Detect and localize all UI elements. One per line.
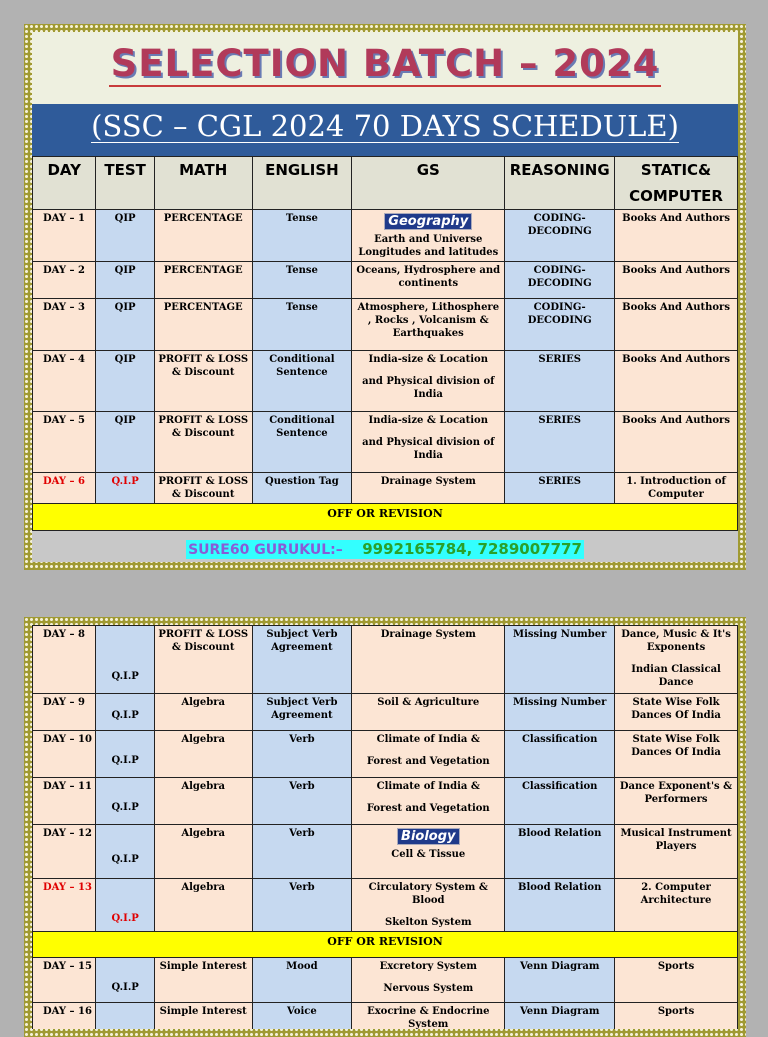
- reasoning-cell: Blood Relation: [505, 879, 615, 932]
- gs-cell: [352, 778, 505, 825]
- gs-cell: [352, 731, 505, 778]
- test-cell: QIP: [96, 299, 154, 351]
- english-cell: Verb: [252, 825, 352, 879]
- header-test: TEST: [96, 157, 154, 210]
- math-cell: Simple Interest: [154, 1003, 252, 1030]
- off-revision-row: [33, 932, 738, 958]
- table-row: [33, 473, 738, 504]
- header-math: MATH: [154, 157, 252, 210]
- reasoning-cell: Venn Diagram: [505, 958, 615, 1003]
- day-cell: DAY – 9: [33, 694, 96, 731]
- table-row: [33, 299, 738, 351]
- reasoning-cell: Venn Diagram: [505, 1003, 615, 1030]
- static-cell: State Wise Folk Dances Of India: [615, 731, 738, 778]
- page-subtitle: (SSC – CGL 2024 70 DAYS SCHEDULE): [91, 108, 679, 143]
- english-cell: Subject Verb Agreement: [252, 626, 352, 694]
- static-cell: Books And Authors: [615, 351, 738, 412]
- header-reasoning: REASONING: [505, 157, 615, 210]
- math-cell: Algebra: [154, 731, 252, 778]
- math-cell: PROFIT & LOSS & Discount: [154, 473, 252, 504]
- day-cell: DAY – 15: [33, 958, 96, 1003]
- static-cell: Sports: [615, 1003, 738, 1030]
- title-band: [32, 32, 738, 104]
- test-cell: Q.I.P: [96, 694, 154, 731]
- reasoning-cell: SERIES: [505, 351, 615, 412]
- english-cell: Verb: [252, 879, 352, 932]
- test-cell: Q.I.P: [96, 778, 154, 825]
- table-row: [33, 694, 738, 731]
- schedule-page-1: [24, 24, 746, 570]
- math-cell: PROFIT & LOSS & Discount: [154, 412, 252, 473]
- math-cell: PERCENTAGE: [154, 299, 252, 351]
- gs-cell: Atmosphere, Lithosphere , Rocks , Volcanism & Earthquakes: [352, 299, 505, 351]
- math-cell: Algebra: [154, 694, 252, 731]
- gs-text: Climate of India &: [376, 734, 480, 745]
- static-cell: State Wise Folk Dances Of India: [615, 694, 738, 731]
- static-text: Indian Classical Dance: [631, 664, 721, 688]
- gs-cell: Drainage System: [352, 626, 505, 694]
- reasoning-cell: CODING-DECODING: [505, 262, 615, 299]
- day-cell: DAY – 10: [33, 731, 96, 778]
- gs-cell: [352, 879, 505, 932]
- gs-cell: Exocrine & Endocrine System: [352, 1003, 505, 1030]
- english-cell: Tense: [252, 210, 352, 262]
- static-cell: Dance Exponent's & Performers: [615, 778, 738, 825]
- math-cell: PROFIT & LOSS & Discount: [154, 351, 252, 412]
- phone-numbers: 9992165784, 7289007777: [362, 539, 582, 558]
- reasoning-cell: Classification: [505, 731, 615, 778]
- day-cell: DAY – 6: [33, 473, 96, 504]
- english-cell: Conditional Sentence: [252, 412, 352, 473]
- static-cell: 1. Introduction of Computer: [615, 473, 738, 504]
- math-cell: Algebra: [154, 879, 252, 932]
- table-row: [33, 412, 738, 473]
- gs-text: Cell & Tissue: [391, 849, 466, 860]
- gs-text: and Physical division of India: [362, 437, 495, 461]
- math-cell: PROFIT & LOSS & Discount: [154, 626, 252, 694]
- day-cell: DAY – 3: [33, 299, 96, 351]
- english-cell: Conditional Sentence: [252, 351, 352, 412]
- english-cell: Question Tag: [252, 473, 352, 504]
- institute-name: SURE60 GURUKUL:–: [188, 541, 343, 558]
- gs-text: Nervous System: [383, 983, 474, 994]
- english-cell: Mood: [252, 958, 352, 1003]
- test-cell: QIP: [96, 210, 154, 262]
- off-revision-row: [33, 504, 738, 531]
- static-cell: [615, 626, 738, 694]
- table-row: [33, 1003, 738, 1030]
- math-cell: PERCENTAGE: [154, 262, 252, 299]
- test-cell: Q.I.P: [96, 626, 154, 694]
- english-cell: Verb: [252, 731, 352, 778]
- test-cell: Q.I.P: [96, 879, 154, 932]
- test-cell: QIP: [96, 412, 154, 473]
- static-text: Dance, Music & It's Exponents: [621, 629, 731, 653]
- gs-text: Excretory System: [379, 961, 477, 972]
- table-row: [33, 825, 738, 879]
- static-cell: Books And Authors: [615, 412, 738, 473]
- test-cell: Q.I.P: [96, 731, 154, 778]
- day-cell: DAY – 13: [33, 879, 96, 932]
- english-cell: Tense: [252, 262, 352, 299]
- day-cell: DAY – 11: [33, 778, 96, 825]
- math-cell: PERCENTAGE: [154, 210, 252, 262]
- day-cell: DAY – 2: [33, 262, 96, 299]
- static-cell: Books And Authors: [615, 262, 738, 299]
- table-row: [33, 626, 738, 694]
- gs-cell: [352, 825, 505, 879]
- day-cell: DAY – 5: [33, 412, 96, 473]
- day-cell: DAY – 4: [33, 351, 96, 412]
- gs-text: India-size & Location: [368, 415, 488, 426]
- reasoning-cell: CODING-DECODING: [505, 210, 615, 262]
- english-cell: Subject Verb Agreement: [252, 694, 352, 731]
- test-cell: [96, 1003, 154, 1030]
- gs-text: Climate of India &: [376, 781, 480, 792]
- schedule-table-2: [32, 625, 738, 1029]
- gs-text: Forest and Vegetation: [366, 756, 490, 767]
- reasoning-cell: Blood Relation: [505, 825, 615, 879]
- static-cell: Musical Instrument Players: [615, 825, 738, 879]
- gs-text: Skelton System: [384, 917, 472, 928]
- day-cell: DAY – 12: [33, 825, 96, 879]
- header-day: DAY: [33, 157, 96, 210]
- english-cell: Verb: [252, 778, 352, 825]
- header-static: STATIC& COMPUTER: [615, 157, 738, 210]
- reasoning-cell: SERIES: [505, 473, 615, 504]
- day-cell: DAY – 8: [33, 626, 96, 694]
- static-cell: Sports: [615, 958, 738, 1003]
- reasoning-cell: Missing Number: [505, 626, 615, 694]
- gs-text: India-size & Location: [368, 354, 488, 365]
- biology-topic-label: Biology: [397, 828, 459, 845]
- gs-cell: [352, 412, 505, 473]
- page-title: SELECTION BATCH – 2024: [110, 42, 660, 85]
- math-cell: Algebra: [154, 778, 252, 825]
- static-cell: Books And Authors: [615, 210, 738, 262]
- gs-cell: [352, 958, 505, 1003]
- header-row: [33, 157, 738, 210]
- gs-text: Earth and Universe Longitudes and latitudes: [358, 234, 499, 258]
- reasoning-cell: Classification: [505, 778, 615, 825]
- table-row: [33, 262, 738, 299]
- reasoning-cell: Missing Number: [505, 694, 615, 731]
- off-revision-label: OFF OR REVISION: [33, 504, 738, 531]
- gs-cell: Oceans, Hydrosphere and continents: [352, 262, 505, 299]
- gs-cell: Soil & Agriculture: [352, 694, 505, 731]
- contact-footer: [32, 531, 738, 562]
- test-cell: QIP: [96, 351, 154, 412]
- gs-text: Forest and Vegetation: [366, 803, 490, 814]
- schedule-table-1: [32, 156, 738, 531]
- reasoning-cell: SERIES: [505, 412, 615, 473]
- static-cell: Books And Authors: [615, 299, 738, 351]
- test-cell: Q.I.P: [96, 958, 154, 1003]
- english-cell: Voice: [252, 1003, 352, 1030]
- day-cell: DAY – 16: [33, 1003, 96, 1030]
- gs-text: Circulatory System & Blood: [368, 882, 488, 906]
- test-cell: Q.I.P: [96, 825, 154, 879]
- table-row: [33, 879, 738, 932]
- test-cell: Q.I.P: [96, 473, 154, 504]
- subtitle-band: [32, 104, 738, 156]
- schedule-page-2: [24, 617, 746, 1037]
- gs-cell: [352, 351, 505, 412]
- table-row: [33, 210, 738, 262]
- day-cell: DAY – 1: [33, 210, 96, 262]
- test-cell: QIP: [96, 262, 154, 299]
- table-row: [33, 731, 738, 778]
- gs-text: and Physical division of India: [362, 376, 495, 400]
- english-cell: Tense: [252, 299, 352, 351]
- static-cell: 2. Computer Architecture: [615, 879, 738, 932]
- reasoning-cell: CODING-DECODING: [505, 299, 615, 351]
- geography-topic-label: Geography: [384, 213, 472, 230]
- math-cell: Simple Interest: [154, 958, 252, 1003]
- contact-text: [186, 540, 584, 559]
- math-cell: Algebra: [154, 825, 252, 879]
- gs-cell: Drainage System: [352, 473, 505, 504]
- table-row: [33, 351, 738, 412]
- header-english: ENGLISH: [252, 157, 352, 210]
- table-row: [33, 778, 738, 825]
- header-gs: GS: [352, 157, 505, 210]
- off-revision-label: OFF OR REVISION: [33, 932, 738, 958]
- gs-cell: [352, 210, 505, 262]
- table-row: [33, 958, 738, 1003]
